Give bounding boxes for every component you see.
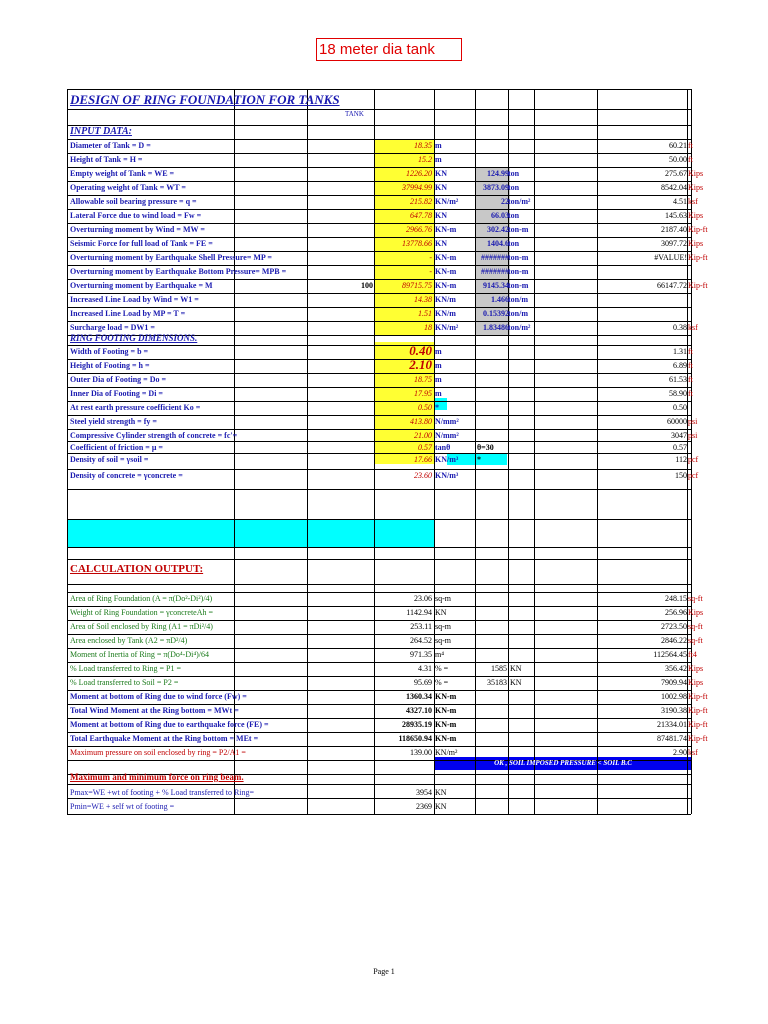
input-imperial-value: 275.67 (665, 169, 687, 178)
calc-unit: KN (435, 608, 447, 617)
input-ton-unit: ton (508, 239, 520, 248)
calc-unit: % = (435, 664, 449, 673)
input-imperial-value: 2187.40 (661, 225, 687, 234)
calc-imperial-value: 3190.38 (661, 706, 687, 715)
ring-imperial-value: 58.90 (669, 389, 687, 398)
input-unit: KN-m (435, 225, 457, 234)
input-imperial-unit: Kips (688, 211, 704, 220)
ring-value: 2.10 (409, 357, 432, 372)
calc-unit: % = (435, 678, 449, 687)
calc-value: 253.11 (410, 622, 432, 631)
calc-unit: sq-m (435, 594, 451, 603)
calc-label: Total Wind Moment at the Ring bottom = MWt = (70, 706, 239, 715)
input-ton-value: 302.42 (487, 225, 509, 234)
input-ton-unit: ton-m (508, 253, 529, 262)
ring-imperial-value: 60000 (667, 417, 687, 426)
ring-unit: m (435, 375, 442, 384)
calc-imperial-value: 87481.74 (657, 734, 687, 743)
calc-label: Moment at bottom of Ring due to wind force (Fw) = (70, 692, 247, 701)
input-unit: KN (435, 169, 447, 178)
ring-value: 17.66 (414, 455, 432, 464)
calc-imperial-value: 7909.94 (661, 678, 687, 687)
input-value: 14.38 (414, 295, 432, 304)
input-value: 2966.76 (406, 225, 432, 234)
ring-unit: m (435, 361, 442, 370)
ring-label: At rest earth pressure coefficient Ko = (70, 403, 201, 412)
input-value: - (429, 267, 432, 276)
calc-label: Area enclosed by Tank (A2 = πD²/4) (70, 636, 188, 645)
ring-note: θ=30 (477, 443, 494, 452)
input-label: Overturning moment by Earthquake = M (70, 281, 213, 290)
input-unit: KN (435, 239, 447, 248)
ring-imperial-unit: ft (688, 347, 693, 356)
input-value: 37994.99 (402, 183, 432, 192)
input-ton-unit: ton (508, 211, 520, 220)
calc-label: Area of Ring Foundation (A = π(Do²-Di²)/4) (70, 594, 213, 603)
calc-extra-unit: KN (510, 678, 522, 687)
input-imperial-value: #VALUE! (654, 253, 687, 262)
input-label: Surcharge load = DW1 = (70, 323, 155, 332)
input-heading: INPUT DATA: (70, 126, 132, 137)
input-unit: KN/m (435, 309, 456, 318)
calc-imperial-unit: ft4 (688, 650, 697, 659)
input-imperial-value: 66147.72 (657, 281, 687, 290)
ring-imperial-value: 150 (675, 471, 687, 480)
input-unit: KN (435, 211, 447, 220)
maxmin-unit: KN (435, 788, 447, 797)
maxmin-label: Pmin=WE + self wt of footing = (70, 802, 175, 811)
calc-label: % Load transferred to Ring = P1 = (70, 664, 181, 673)
ring-imperial-unit: ft (688, 375, 693, 384)
calc-imperial-value: 21334.01 (657, 720, 687, 729)
input-imperial-unit: Kip-ft (688, 281, 708, 290)
maxmin-label: Pmax=WE +wt of footing + % Load transferred to Ring= (70, 788, 255, 797)
input-ton-value: 1.83486 (483, 323, 509, 332)
input-imperial-unit: Kips (688, 183, 704, 192)
input-label: Empty weight of Tank = WE = (70, 169, 175, 178)
input-label: Height of Tank = H = (70, 155, 143, 164)
ring-label: Coefficient of friction = μ = (70, 443, 163, 452)
calc-imperial-unit: ksf (688, 748, 698, 757)
ring-label: Steel yield strength = fy = (70, 417, 157, 426)
input-unit: KN/m² (435, 197, 459, 206)
calc-imperial-unit: Kip-ft (688, 720, 708, 729)
calc-value: 95.69 (414, 678, 432, 687)
input-imperial-value: 3097.72 (661, 239, 687, 248)
input-ton-value: 66.03 (491, 211, 509, 220)
input-ton-value: 9145.34 (483, 281, 509, 290)
input-unit: KN/m² (435, 323, 459, 332)
calc-imperial-unit: Kips (688, 678, 704, 687)
calc-unit: KN-m (435, 706, 457, 715)
input-imperial-unit: Kip-ft (688, 253, 708, 262)
page-footer: Page 1 (373, 967, 395, 976)
ring-label: Compressive Cylinder strength of concrete = fc'= (70, 431, 238, 440)
ring-unit: N/mm² (435, 417, 459, 426)
ok-banner: OK , SOIL IMPOSED PRESSURE < SOIL B.C (494, 759, 632, 767)
calc-imperial-unit: Kip-ft (688, 692, 708, 701)
input-ton-value: 124.99 (487, 169, 509, 178)
input-imperial-value: 4.51 (673, 197, 687, 206)
input-label: Diameter of Tank = D = (70, 141, 151, 150)
input-unit: m (435, 141, 442, 150)
ring-value: 0.50 (418, 403, 432, 412)
input-unit: KN-m (435, 267, 457, 276)
input-unit: KN (435, 183, 447, 192)
input-imperial-unit: Kip-ft (688, 225, 708, 234)
calc-label: Moment at bottom of Ring due to earthquake force (FE) = (70, 720, 269, 729)
input-value: 15.2 (418, 155, 432, 164)
input-value: 1226.20 (406, 169, 432, 178)
calc-unit: sq-m (435, 636, 451, 645)
calc-imperial-unit: Kips (688, 664, 704, 673)
calc-unit: KN-m (435, 734, 457, 743)
ring-label: Inner Dia of Footing = Di = (70, 389, 163, 398)
input-ton-value: 0.15392 (483, 309, 509, 318)
input-label: Overturning moment by Earthquake Shell Pressure= MP = (70, 253, 272, 262)
input-value: 647.78 (410, 211, 432, 220)
input-ton-unit: ton (508, 183, 520, 192)
calc-value: 23.06 (414, 594, 432, 603)
tank-sublabel: TANK (345, 110, 364, 118)
ring-imperial-value: 112 (675, 455, 687, 464)
ring-unit: N/mm² (435, 431, 459, 440)
ring-value: 17.95 (414, 389, 432, 398)
calc-imperial-unit: Kips (688, 608, 704, 617)
calc-value: 4327.10 (406, 706, 432, 715)
calc-value: 139.00 (410, 748, 432, 757)
input-ton-value: 1.466 (491, 295, 509, 304)
maxmin-value: 2369 (416, 802, 432, 811)
input-value: - (429, 253, 432, 262)
ring-imperial-value: 61.53 (669, 375, 687, 384)
input-imperial-unit: ksf (688, 197, 698, 206)
input-value: 13778.66 (402, 239, 432, 248)
ring-imperial-unit: ft (688, 389, 693, 398)
calc-imperial-value: 248.15 (665, 594, 687, 603)
ring-label: Height of Footing = h = (70, 361, 150, 370)
input-ton-value: 1404.6 (487, 239, 509, 248)
calc-unit: m⁴ (435, 650, 445, 659)
calc-imperial-unit: Kip-ft (688, 706, 708, 715)
ring-unit: * (435, 403, 439, 412)
ring-imperial-unit: pcf (688, 471, 699, 480)
calc-value: 971.35 (410, 650, 432, 659)
input-imperial-value: 0.38 (673, 323, 687, 332)
input-imperial-value: 60.21 (669, 141, 687, 150)
input-ton-value: ####### (481, 267, 509, 276)
input-label: Increased Line Load by MP = T = (70, 309, 186, 318)
input-ton-unit: ton/m (508, 295, 528, 304)
input-ton-unit: ton/m (508, 309, 528, 318)
input-unit: KN/m (435, 295, 456, 304)
input-ton-unit: ton-m (508, 281, 529, 290)
calc-extra-value: 1585 (491, 664, 507, 673)
ring-imperial-value: 0.50 (673, 403, 687, 412)
calc-label: Moment of Inertia of Ring = π(Do⁴-Di⁴)/64 (70, 650, 209, 659)
input-ton-value: ####### (481, 253, 509, 262)
maxmin-heading: Maximum and minimum force on ring beam. (70, 772, 244, 782)
maxmin-unit: KN (435, 802, 447, 811)
calc-label: Area of Soil enclosed by Ring (A1 = πDi²/4) (70, 622, 213, 631)
calc-imperial-value: 356.42 (665, 664, 687, 673)
calc-imperial-unit: sq-ft (688, 622, 703, 631)
input-imperial-unit: ft (688, 141, 693, 150)
ring-unit: m (435, 389, 442, 398)
calc-value: 1360.34 (406, 692, 432, 701)
ring-value: 413.80 (410, 417, 432, 426)
ring-imperial-unit: psi (688, 417, 698, 426)
input-imperial-unit: Kips (688, 239, 704, 248)
calc-heading: CALCULATION OUTPUT: (70, 563, 204, 575)
input-label: Allowable soil bearing pressure = q = (70, 197, 197, 206)
input-value: 18 (424, 323, 432, 332)
calc-imperial-unit: sq-ft (688, 636, 703, 645)
calc-imperial-value: 2723.50 (661, 622, 687, 631)
input-ton-value: 22 (501, 197, 509, 206)
calc-imperial-value: 256.96 (665, 608, 687, 617)
input-value: 18.35 (414, 141, 432, 150)
sheet-heading: DESIGN OF RING FOUNDATION FOR TANKS (70, 92, 340, 107)
ring-value: 23.60 (414, 471, 432, 480)
input-label: Overturning moment by Earthquake Bottom Pressure= MPB = (70, 267, 287, 276)
input-imperial-unit: ft (688, 155, 693, 164)
calc-unit: KN/m² (435, 748, 458, 757)
calc-value: 1142.94 (406, 608, 432, 617)
ring-value: 0.57 (418, 443, 432, 452)
ring-imperial-value: 1.31 (673, 347, 687, 356)
input-value: 215.82 (410, 197, 432, 206)
calc-unit: sq-m (435, 622, 451, 631)
input-value: 1.51 (418, 309, 432, 318)
ring-imperial-value: 0.57 (673, 443, 687, 452)
input-ton-unit: ton/m² (508, 323, 531, 332)
ring-label: Outer Dia of Footing = Do = (70, 375, 167, 384)
input-ton-unit: ton-m (508, 225, 529, 234)
input-extra: 100 (361, 281, 373, 290)
calc-imperial-value: 1002.98 (661, 692, 687, 701)
calc-value: 4.31 (418, 664, 432, 673)
input-label: Lateral Force due to wind load = Fw = (70, 211, 202, 220)
cyan-band (67, 519, 435, 547)
ring-unit: KN/m³ (435, 471, 459, 480)
calc-imperial-unit: sq-ft (688, 594, 703, 603)
ring-value: 0.40 (409, 343, 432, 358)
input-imperial-unit: ksf (688, 323, 698, 332)
input-unit: m (435, 155, 442, 164)
calc-unit: KN-m (435, 720, 457, 729)
calc-extra-value: 35183 (487, 678, 507, 687)
calc-imperial-value: 112564.45 (653, 650, 687, 659)
ring-imperial-unit: ft (688, 361, 693, 370)
ring-label: Width of Footing = b = (70, 347, 149, 356)
calc-value: 28935.19 (402, 720, 432, 729)
calc-unit: KN-m (435, 692, 457, 701)
input-unit: KN-m (435, 253, 457, 262)
ring-unit: tanθ (435, 443, 451, 452)
input-imperial-value: 145.63 (665, 211, 687, 220)
calc-label: Total Earthquake Moment at the Ring bottom = MEt = (70, 734, 259, 743)
tank-title-box: 18 meter dia tank (316, 38, 462, 61)
input-ton-unit: ton/m² (508, 197, 531, 206)
ring-value: 18.75 (414, 375, 432, 384)
calc-label: Weight of Ring Foundation = γconcreteAh = (70, 608, 213, 617)
ring-imperial-unit: psi (688, 431, 698, 440)
ring-heading: RING FOOTING DIMENSIONS. (70, 333, 198, 343)
input-imperial-value: 8542.04 (661, 183, 687, 192)
ring-unit: m (435, 347, 442, 356)
worksheet (67, 89, 708, 814)
input-label: Seismic Force for full load of Tank = FE = (70, 239, 213, 248)
calc-value: 264.52 (410, 636, 432, 645)
input-value: 89715.75 (402, 281, 432, 290)
ring-unit: KN/m³ (435, 455, 459, 464)
calc-label: Maximum pressure on soil enclosed by ring = P2/A1 = (70, 748, 246, 757)
input-ton-value: 3873.09 (483, 183, 509, 192)
input-imperial-value: 50.00 (669, 155, 687, 164)
calc-extra-unit: KN (510, 664, 522, 673)
calc-label: % Load transferred to Soil = P2 = (70, 678, 179, 687)
calc-value: 118650.94 (398, 734, 432, 743)
input-label: Overturning moment by Wind = MW = (70, 225, 205, 234)
ring-label: Density of concrete = γconcrete = (70, 471, 183, 480)
input-label: Increased Line Load by Wind = W1 = (70, 295, 199, 304)
calc-imperial-value: 2.90 (673, 748, 687, 757)
ring-value: 21.00 (414, 431, 432, 440)
ring-note: * (477, 455, 481, 464)
maxmin-value: 3954 (416, 788, 432, 797)
input-label: Operating weight of Tank = WT = (70, 183, 186, 192)
calc-imperial-value: 2846.22 (661, 636, 687, 645)
input-ton-unit: ton-m (508, 267, 529, 276)
calc-imperial-unit: Kip-ft (688, 734, 708, 743)
input-imperial-unit: Kips (688, 169, 704, 178)
input-unit: KN-m (435, 281, 457, 290)
ring-imperial-value: 6.89 (673, 361, 687, 370)
ring-label: Density of soil = γsoil = (70, 455, 149, 464)
ring-imperial-value: 3047 (671, 431, 687, 440)
input-ton-unit: ton (508, 169, 520, 178)
ring-imperial-unit: pcf (688, 455, 699, 464)
